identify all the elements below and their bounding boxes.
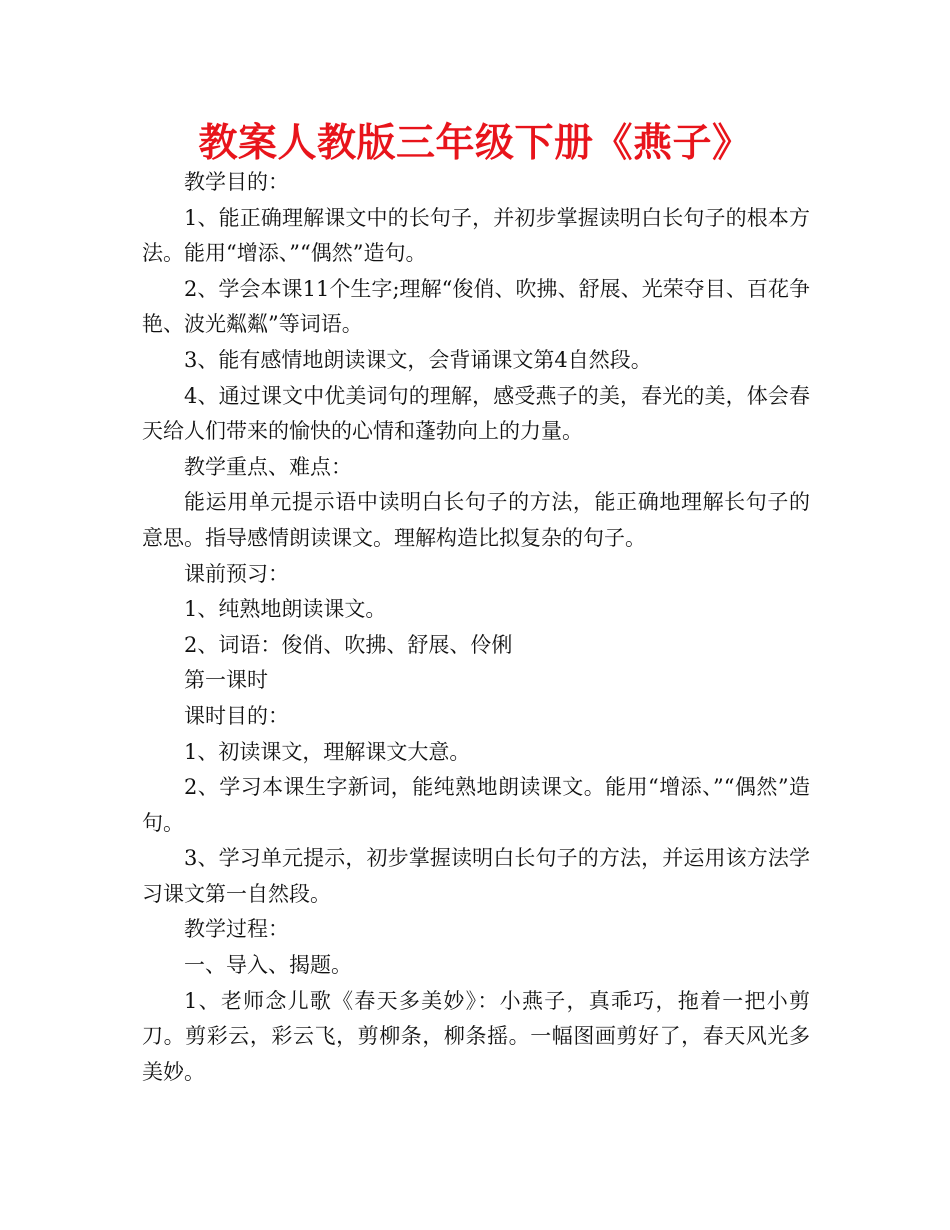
paragraph-lesson-goal-1: 1、初读课文，理解课文大意。: [184, 739, 471, 764]
paragraph-preview-2: 2、词语：俊俏、吹拂、舒展、伶俐: [184, 632, 513, 657]
paragraph-lesson-goal-3: 3、学习单元提示，初步掌握读明白长句子的方法，并运用该方法学习课文第一自然段。: [142, 846, 810, 906]
paragraph-lesson-goals-heading: 课时目的：: [184, 703, 289, 728]
document-title: 教案人教版三年级下册《燕子》: [198, 121, 752, 166]
paragraph-process-heading: 教学过程：: [184, 917, 289, 942]
paragraph-teaching-goals-heading: 教学目的：: [184, 170, 289, 194]
paragraph-first-lesson: 第一课时: [184, 668, 268, 693]
paragraph-preview-1: 1、纯熟地朗读课文。: [184, 597, 387, 622]
document-body: [142, 165, 810, 1090]
paragraph-process-step-1: 一、导入、揭题。: [184, 953, 352, 978]
paragraph-goal-2: 2、学会本课11个生字;理解“俊俏、吹拂、舒展、光荣夺目、百花争艳、波光粼粼”等词语。: [142, 276, 810, 337]
paragraph-goal-3: 3、能有感情地朗读课文，会背诵课文第4自然段。: [184, 347, 652, 372]
paragraph-preview-heading: 课前预习：: [184, 561, 289, 586]
paragraph-goal-4: 4、通过课文中优美词句的理解，感受燕子的美，春光的美，体会春天给人们带来的愉快的心情和蓬勃向上的力量。: [142, 383, 810, 444]
paragraph-key-points-heading: 教学重点、难点：: [184, 454, 352, 479]
paragraph-process-step-1-detail: 1、老师念儿歌《春天多美妙》：小燕子，真乖巧，拖着一把小剪刀。剪彩云，彩云飞，剪柳条，柳条摇。一幅图画剪好了，春天风光多美妙。: [142, 988, 810, 1084]
paragraph-lesson-goal-2: 2、学习本课生字新词，能纯熟地朗读课文。能用“增添、”“偶然”造句。: [142, 775, 810, 835]
paragraph-goal-1: 1、能正确理解课文中的长句子，并初步掌握读明白长句子的根本方法。能用“增添、”“偶然”造句。: [142, 205, 810, 266]
paragraph-key-points: 能运用单元提示语中读明白长句子的方法，能正确地理解长句子的意思。指导感情朗读课文。理解构造比拟复杂的句子。: [142, 490, 810, 550]
